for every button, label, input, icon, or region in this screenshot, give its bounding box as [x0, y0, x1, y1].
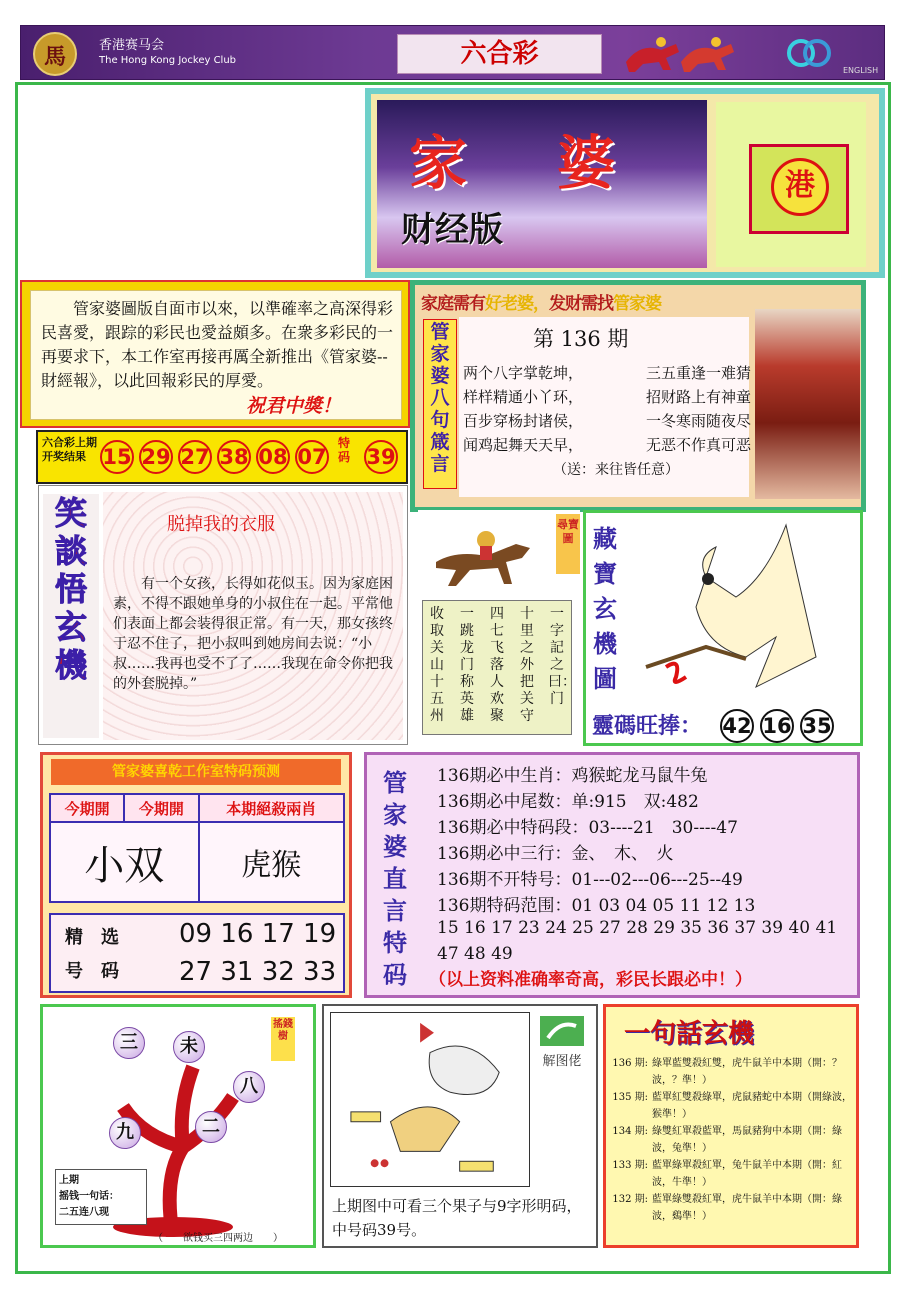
treasure-map-title: 藏 寶 玄 機 圖	[593, 524, 617, 693]
eagle-icon	[626, 517, 856, 703]
direct-lines: 136期必中生肖：鸡猴蛇龙马鼠牛兔 136期必中尾数：单:915 双:482 136期必中特码段：03----21 30----47 136期必中三行：金、 木、 火 136期不开特号：01---02---06---25--49 136期特码范围：01 03 04 05 11 12 13	[437, 766, 756, 916]
header-bar	[20, 25, 885, 80]
lucky-numbers-label: 靈碼旺捧：	[592, 713, 703, 739]
tema-ball: 39	[364, 440, 398, 474]
result-ball: 15	[100, 440, 134, 474]
direct-range-cont: 15 16 17 23 24 25 27 28 29 35 36 37 39 40 41 47 48 49	[437, 918, 838, 964]
racing-horses-icon	[621, 32, 741, 76]
puzzle-caption: 上期图中可看三个果子与9字形明码，中号码39号。	[332, 1197, 582, 1239]
one-phrase-title: 一句話玄機	[624, 1019, 755, 1049]
lantern-char: 港	[771, 158, 829, 216]
bride-image	[755, 309, 860, 499]
jockey-horse-icon	[426, 522, 546, 594]
tree-fruit: 三	[113, 1027, 145, 1059]
result-ball: 08	[256, 440, 290, 474]
direct-tips	[364, 752, 860, 998]
last-draw-result	[36, 430, 408, 484]
list-item: 135 期: 藍單紅雙殺綠單，虎鼠豬蛇中本期（開綠波，猴準！）	[612, 1092, 852, 1120]
tema-label: 特码	[338, 436, 351, 464]
direct-note: （以上资料准确率奇高，彩民长跟必中！）	[429, 970, 752, 990]
tree-fruit: 九	[109, 1117, 141, 1149]
motto-poem: 两个八字掌乾坤， 三五重逢一难猜 样样精通小丫环， 招财路上有神童 百步穿杨封诸侯， 一冬寒雨随夜尽 闻鸡起舞天天早， 无恶不作真可恶	[463, 364, 751, 454]
eight-line-motto	[410, 280, 866, 512]
special-prediction	[40, 752, 352, 998]
intro-box	[20, 280, 410, 428]
banner-subtitle: 财经版	[401, 210, 503, 250]
banner	[365, 88, 885, 278]
list-item: 134 期: 綠雙紅單殺藍單，馬鼠豬狗中本期（開：綠波，兔準！）	[612, 1126, 842, 1154]
intro-wish: 祝君中獎！	[246, 395, 342, 417]
money-tree	[40, 1004, 316, 1248]
selected-label: 精选号码	[65, 927, 137, 982]
tree-fruit: 八	[233, 1071, 265, 1103]
org-name-cn: 香港赛马会	[99, 38, 165, 53]
result-ball: 29	[139, 440, 173, 474]
list-item: 132 期: 藍單綠雙殺紅單，虎牛鼠羊中本期（開：綠波，鷄準！）	[612, 1194, 842, 1222]
result-ball: 07	[295, 440, 329, 474]
special-kill: 虎猴	[199, 822, 344, 902]
one-phrase-box	[603, 1004, 859, 1248]
lucky-ball: 42	[720, 709, 754, 743]
treasure-map	[583, 510, 863, 746]
result-label: 六合彩上期开奖结果	[42, 436, 97, 463]
english-link[interactable]: ENGLISH	[843, 66, 879, 75]
hand-icon	[540, 1016, 584, 1046]
mark-six-title[interactable]: 六合彩	[397, 34, 602, 74]
jockey-club-logo[interactable]: 馬	[33, 32, 77, 76]
language-rings-icon[interactable]	[781, 38, 837, 68]
motto-heading: 家庭需有好老婆，发财需找管家婆	[421, 294, 661, 314]
org-name-en: The Hong Kong Jockey Club	[99, 55, 237, 66]
list-item: 136 期: 綠單藍雙殺紅雙，虎牛鼠羊中本期（開：？波，？準！）	[612, 1058, 842, 1086]
special-pick: 小双	[50, 822, 199, 902]
joke-title: 脱掉我的衣服	[167, 514, 275, 535]
tree-fruit: 未	[173, 1031, 205, 1063]
jietulao-icon[interactable]: 解图佬	[536, 1016, 588, 1069]
puzzle-image	[330, 1012, 530, 1187]
issue-number: 第 136 期	[533, 327, 629, 351]
motto-side-title: 管 家 婆 八 句 箴 言	[423, 319, 457, 489]
result-ball: 38	[217, 440, 251, 474]
result-ball: 27	[178, 440, 212, 474]
lucky-ball: 16	[760, 709, 794, 743]
joke-side-title: 笑 談 悟 玄 機	[43, 494, 99, 738]
selected-numbers: 精选号码 09 16 17 19 27 31 32 33	[49, 913, 345, 993]
direct-side-title: 管 家 婆 直 言 特 码	[383, 768, 407, 989]
puzzle-picture	[322, 1004, 598, 1248]
treasure-tag: 尋寶圖	[556, 514, 580, 574]
money-tree-caption: （ 欲钱买三四两边 ）	[153, 1233, 283, 1244]
joke-box	[38, 485, 408, 745]
money-tree-label: 上期 摇钱一句话： 二五连八现	[55, 1169, 147, 1225]
tree-fruit: 二	[195, 1111, 227, 1143]
treasure-panel	[418, 510, 580, 742]
list-item: 133 期: 藍單綠單殺紅單，兔牛鼠羊中本期（開：紅波，牛準！）	[612, 1160, 842, 1188]
treasure-riddle: 一字記之曰：门 十里之外把关守 四七飞落人欢聚 一跳龙门称英雄 收取关山十五州	[430, 606, 576, 724]
banner-title: 家婆	[409, 129, 706, 197]
special-table: 今期開 今期開 本期絕殺兩肖 小双 虎猴	[49, 793, 345, 903]
joke-text: 有一个女孩，长得如花似玉。因为家庭困素，不得不跟她单身的小叔住在一起。平常他们表面上都会装得很正常。有一天，那女孩终于忍不住了，把小叔叫到她房间去说：“小叔……我再也受不了了……我现在命令你把我的外套脱掉。”	[113, 576, 393, 692]
special-title: 管家婆喜乾工作室特码预测	[51, 759, 341, 785]
money-tree-tag: 搖錢樹	[271, 1017, 295, 1061]
motto-send: （送：来往皆任意）	[553, 462, 679, 478]
intro-text: 管家婆圖版自面市以來，以準確率之高深得彩民喜愛，跟踪的彩民也愛益頗多。在衆多彩民的一再要求下，本工作室再接再厲全新推出《管家婆--財經報》，以此回報彩民的厚愛。	[41, 299, 394, 390]
one-phrase-list	[612, 1055, 854, 1225]
lucky-ball: 35	[800, 709, 834, 743]
